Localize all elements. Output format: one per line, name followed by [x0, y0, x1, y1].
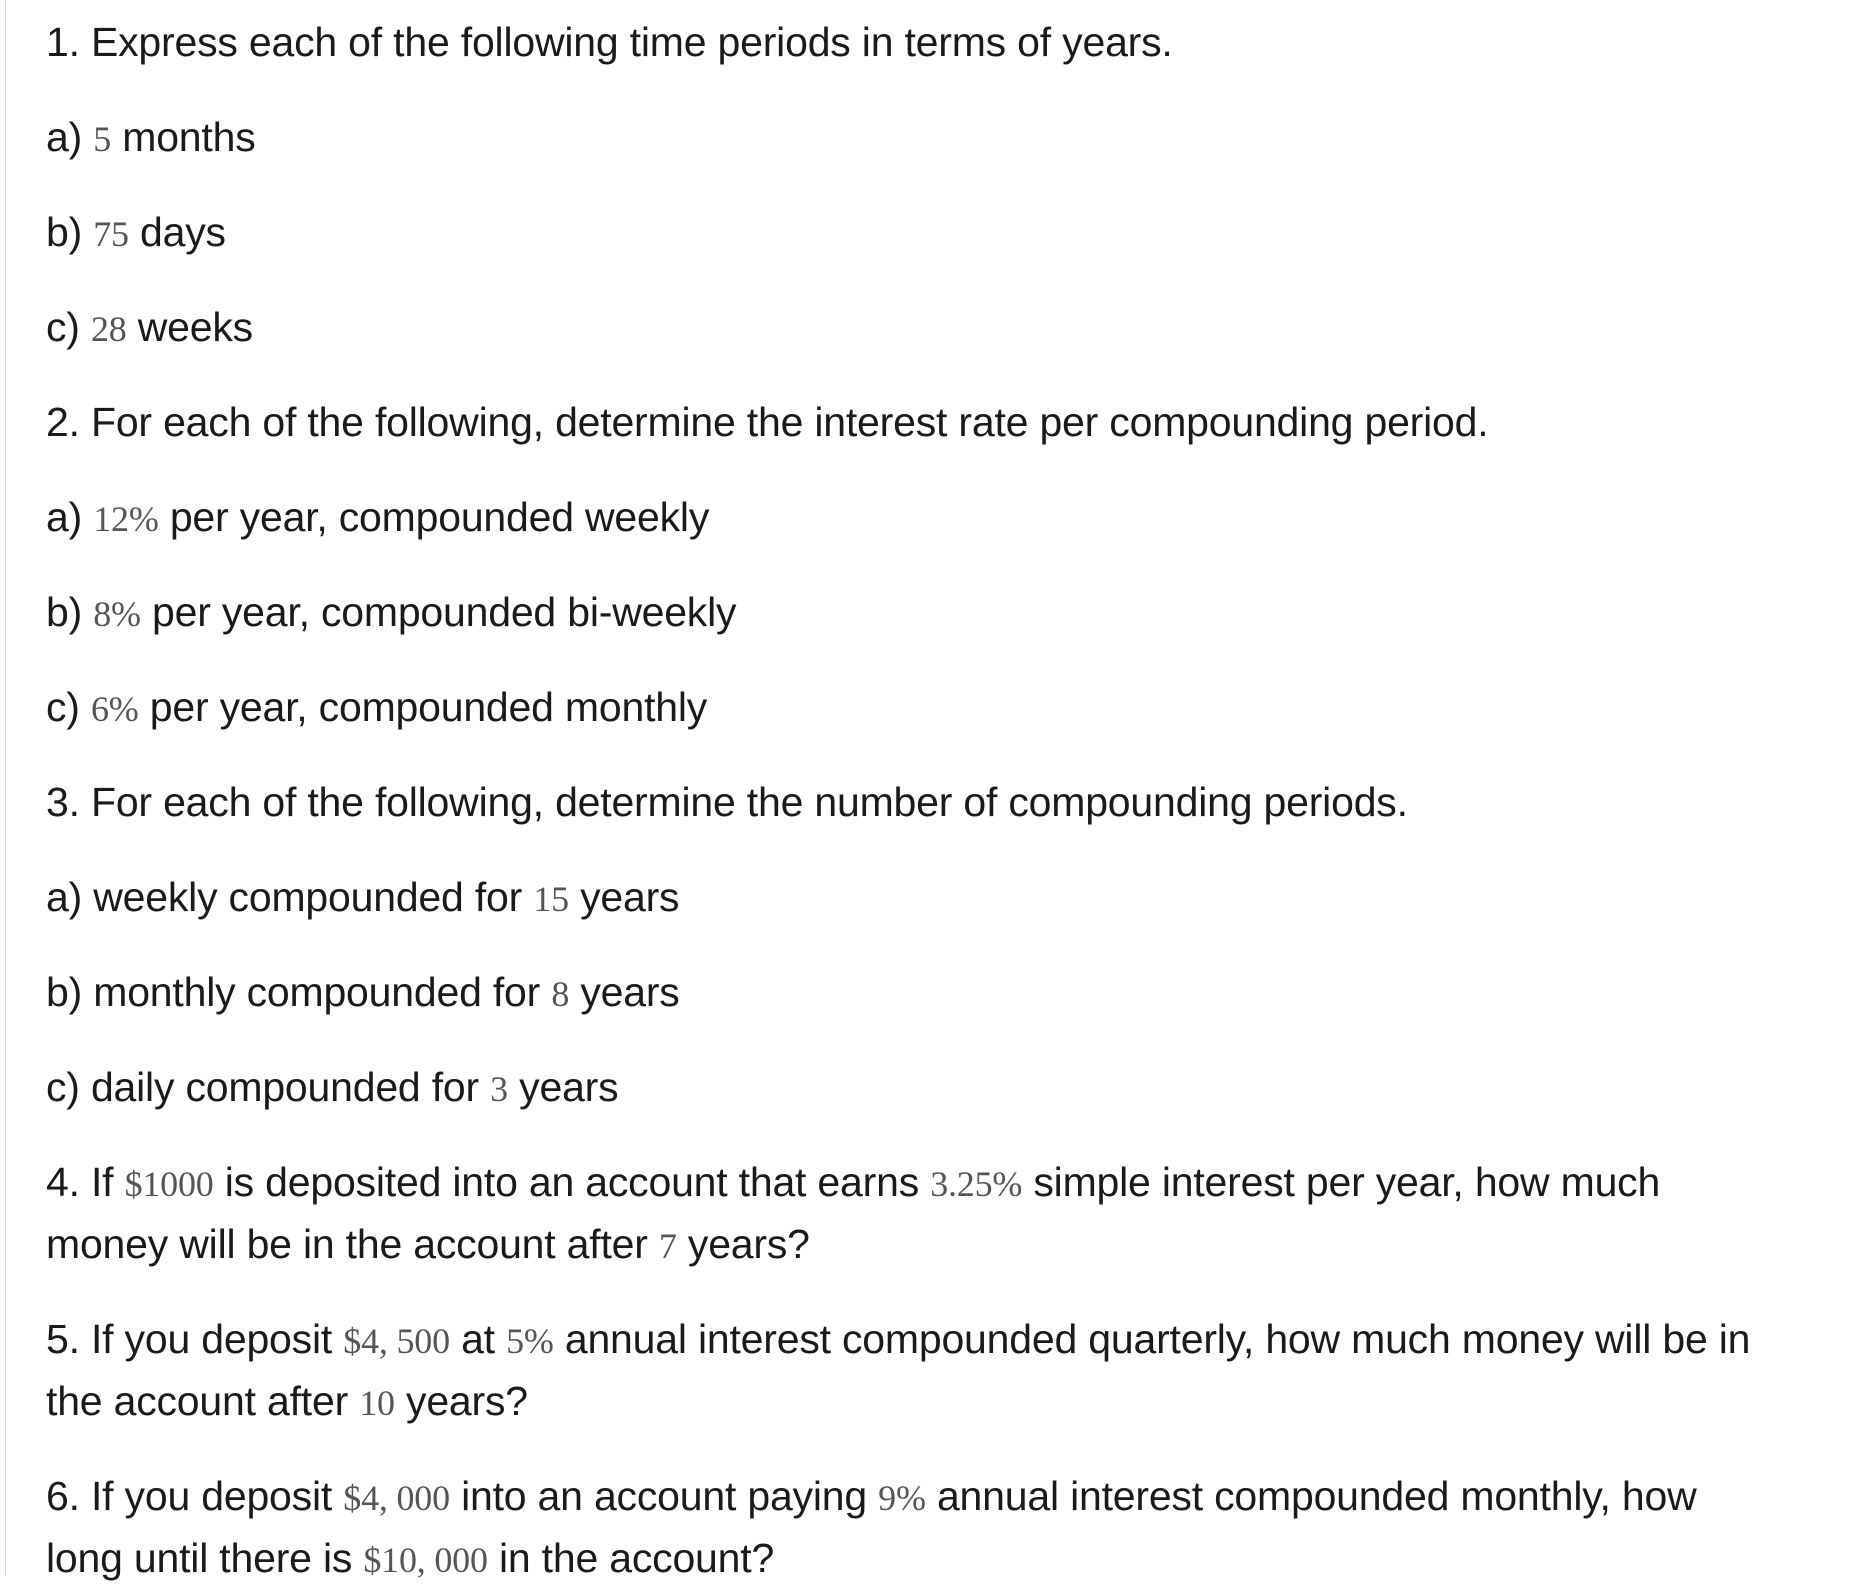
question-3a: a) weekly compounded for 15 years — [46, 874, 680, 920]
question-3b: b) monthly compounded for 8 years — [46, 969, 680, 1015]
question-6-line-1: 6. If you deposit $4, 000 into an account paying 9% annual interest compounded monthly, how — [46, 1473, 1697, 1519]
question-2b: b) 8% per year, compounded bi-weekly — [46, 589, 737, 635]
question-2a: a) 12% per year, compounded weekly — [46, 494, 710, 540]
question-1a: a) 5 months — [46, 114, 256, 160]
question-3c: c) daily compounded for 3 years — [46, 1064, 619, 1110]
question-4-line-1: 4. If $1000 is deposited into an account that earns 3.25% simple interest per year, how much — [46, 1159, 1661, 1205]
question-6-line-2: long until there is $10, 000 in the account? — [46, 1535, 775, 1581]
question-5-line-2: the account after 10 years? — [46, 1378, 528, 1424]
question-1c: c) 28 weeks — [46, 304, 253, 350]
question-1-prompt: 1. Express each of the following time periods in terms of years. — [46, 19, 1173, 65]
left-border — [5, 0, 6, 1576]
question-5-line-1: 5. If you deposit $4, 500 at 5% annual interest compounded quarterly, how much money will be in — [46, 1316, 1751, 1362]
question-2-prompt: 2. For each of the following, determine the interest rate per compounding period. — [46, 399, 1489, 445]
question-1b: b) 75 days — [46, 209, 226, 255]
question-2c: c) 6% per year, compounded monthly — [46, 684, 708, 730]
question-3-prompt: 3. For each of the following, determine the number of compounding periods. — [46, 779, 1408, 825]
question-4-line-2: money will be in the account after 7 years? — [46, 1221, 810, 1267]
